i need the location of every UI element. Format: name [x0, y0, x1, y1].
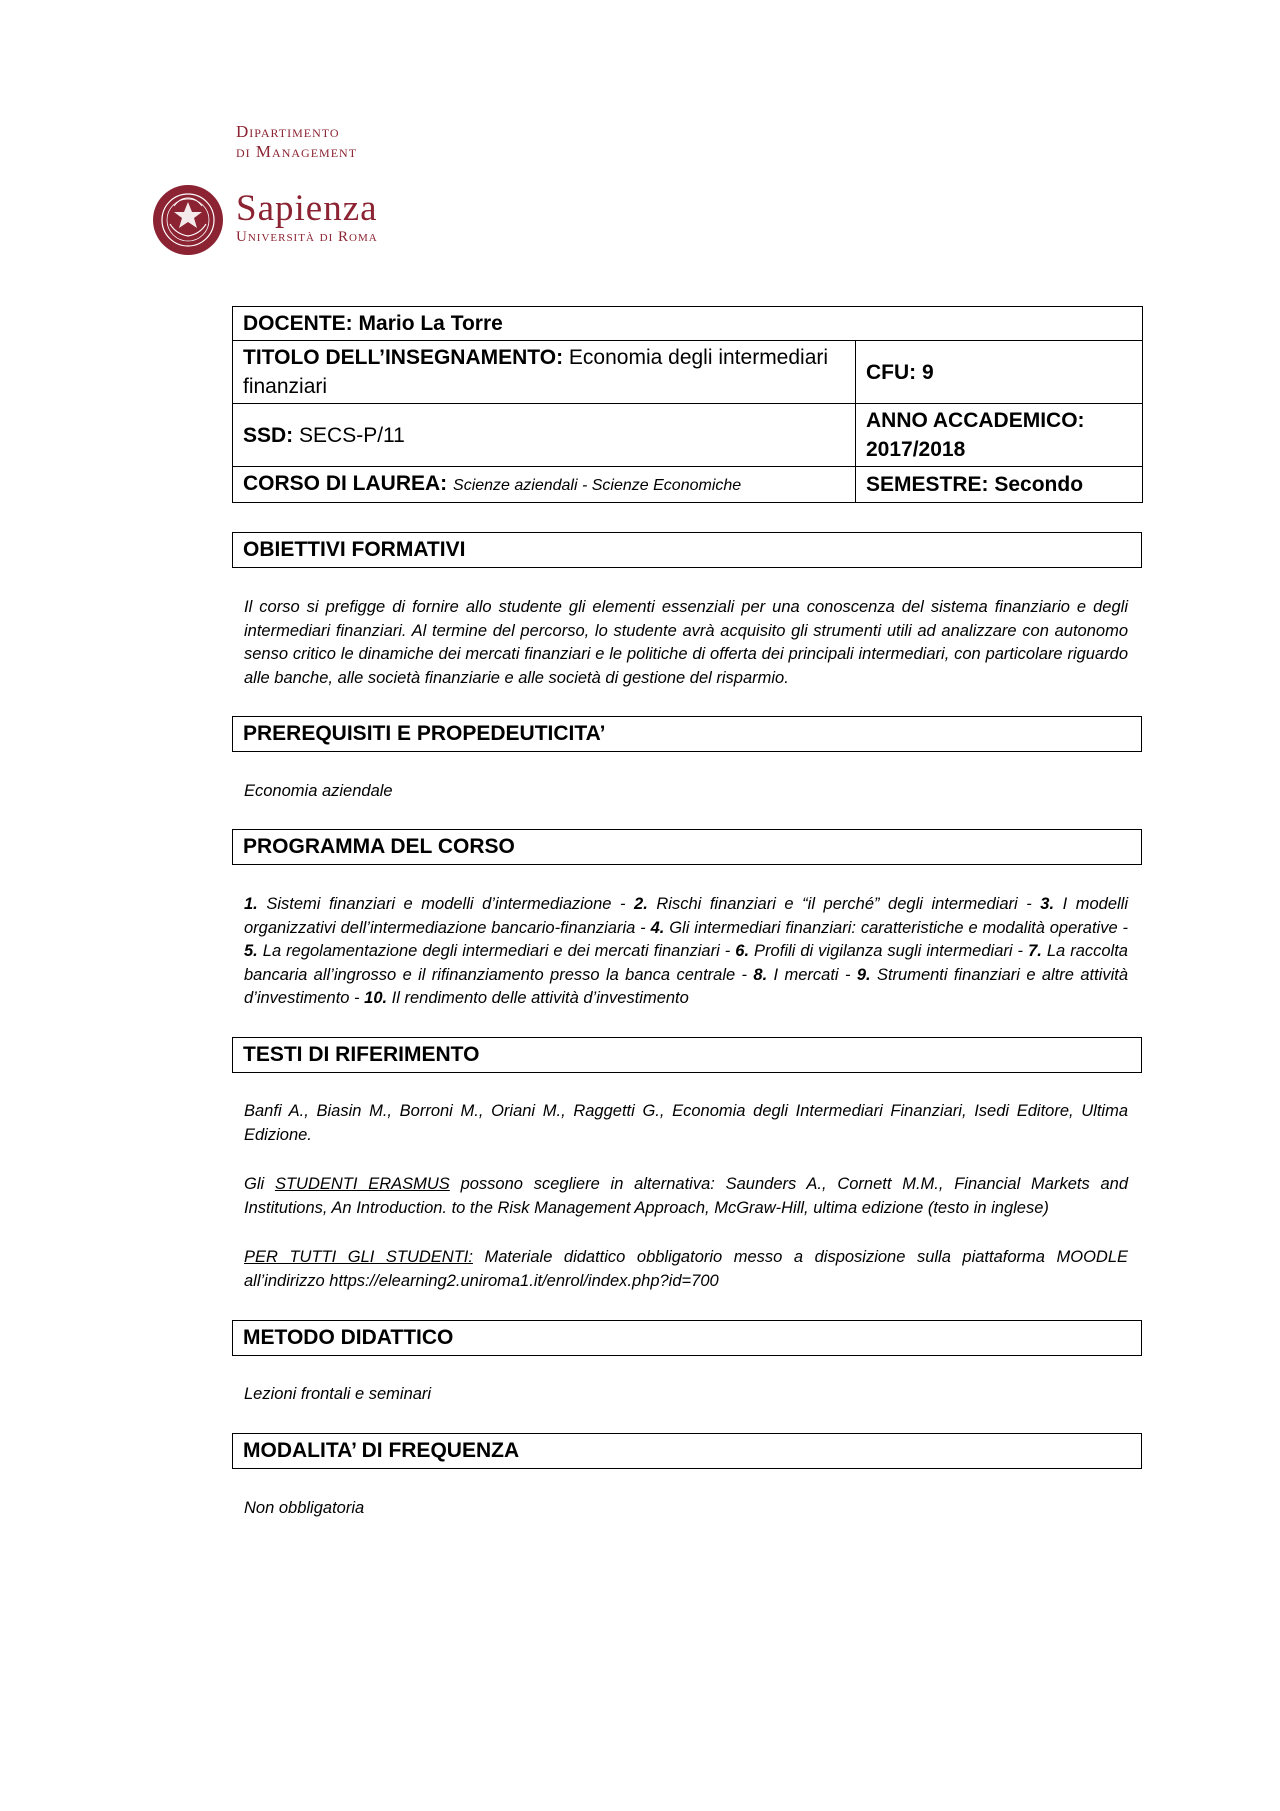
department-line-2: di Management [236, 142, 358, 161]
prerequisiti-text: Economia aziendale [244, 782, 393, 800]
cfu-value: 9 [922, 360, 934, 384]
department-line-1: Dipartimento [236, 122, 340, 141]
section-title-testi: TESTI DI RIFERIMENTO [232, 1037, 1142, 1073]
programma-item-number: 10. [364, 989, 388, 1007]
ssd-value: SECS-P/11 [299, 423, 405, 447]
programma-item-text: Gli intermediari finanziari: caratteristiche e modalità operative - [664, 918, 1129, 937]
programma-item-text: I mercati - [767, 965, 857, 984]
docente-row [233, 307, 1143, 341]
programma-item-text: Strumenti finanziari e altre attività d’investimento - [244, 965, 1129, 1007]
programma-item-text: I modelli organizzativi dell’intermediazione bancario-finanziaria - [244, 895, 1128, 937]
programma-item-number: 6. [735, 942, 750, 960]
programma-item-text: La raccolta bancaria all’ingrosso e il rifinanziamento presso la banca centrale - [244, 942, 1128, 984]
frequenza-text: Non obbligatoria [244, 1499, 365, 1517]
testi-paragraph-2 [244, 1173, 1128, 1220]
department-name [236, 122, 357, 162]
programma-item-number: 8. [753, 965, 768, 984]
section-title-obiettivi: OBIETTIVI FORMATIVI [232, 532, 1142, 568]
corso-cell [233, 467, 856, 503]
university-name-block [236, 190, 378, 246]
programma-item-number: 5. [244, 942, 258, 960]
corso-row [233, 467, 1143, 503]
sapienza-seal-logo [152, 184, 224, 256]
testi-paragraph-1: Banfi A., Biasin M., Borroni M., Oriani M., Raggetti G., Economia degli Intermediari Finanziari, Isedi Editore, Ultima Edizione. [244, 1102, 1128, 1144]
university-name: Sapienza [236, 188, 378, 229]
ssd-row [233, 404, 1143, 467]
programma-item-text: Il rendimento delle attività d’investimento [387, 989, 689, 1007]
semestre-cell [856, 467, 1143, 503]
programma-text [244, 893, 1128, 1011]
anno-label: ANNO ACCADEMICO: [866, 409, 1085, 432]
tutti-studenti-link[interactable]: PER TUTTI GLI STUDENTI: [244, 1248, 473, 1266]
titolo-row [233, 341, 1143, 404]
cfu-label: CFU: [866, 360, 917, 384]
semestre-label: SEMESTRE: [866, 473, 989, 496]
ssd-cell [233, 404, 856, 467]
programma-item-number: 7. [1028, 942, 1042, 960]
section-title-metodo: METODO DIDATTICO [232, 1320, 1142, 1356]
section-title-programma: PROGRAMMA DEL CORSO [232, 829, 1142, 865]
anno-value: 2017/2018 [866, 438, 966, 461]
titolo-label: TITOLO DELL’INSEGNAMENTO: [243, 346, 564, 369]
programma-item-text: Sistemi finanziari e modelli d’intermediazione - [257, 895, 635, 913]
section-title-frequenza: MODALITA’ DI FREQUENZA [232, 1433, 1142, 1469]
programma-item-number: 9. [856, 965, 871, 984]
titolo-value: Economia degli intermediari finanziari [243, 346, 829, 398]
metodo-text: Lezioni frontali e seminari [244, 1385, 432, 1403]
testi-p3-post: Materiale didattico obbligatorio messo a disposizione sulla piattaforma MOODLE all’indirizzo https://elearning2.uniroma1.it/enrol/index.php?id=700 [244, 1248, 1128, 1290]
programma-item-number: 1. [244, 895, 258, 913]
course-info-table [232, 306, 1143, 503]
university-subtitle: Università di Roma [236, 229, 378, 245]
programma-item-number: 3. [1040, 895, 1055, 913]
anno-cell [856, 404, 1143, 467]
obiettivi-text: Il corso si prefigge di fornire allo studente gli elementi essenziali per una conoscenza del sistema finanziario e degli intermediari finanziari. Al termine del percorso, lo studente avrà acquisito gli strumenti utili ad analizzare con autonomo senso critico le dinamiche dei mercati finanziari e le politiche di offerta dei principali intermediari, con particolare riguardo alle banche, alle società finanziarie e alle società di gestione del risparmio. [244, 598, 1128, 687]
docente-cell [233, 307, 1143, 341]
programma-item-number: 2. [634, 895, 648, 913]
semestre-value: Secondo [994, 473, 1084, 496]
programma-item-text: La regolamentazione degli intermediari e dei mercati finanziari - [257, 942, 736, 960]
cfu-cell [856, 341, 1143, 404]
titolo-cell [233, 341, 856, 404]
programma-item-text: Profili di vigilanza sugli intermediari - [749, 942, 1029, 960]
testi-paragraph-3 [244, 1246, 1128, 1293]
programma-item-text: Rischi finanziari e “il perché” degli intermediari - [647, 895, 1041, 913]
programma-item-number: 4. [650, 918, 665, 937]
corso-label: CORSO DI LAUREA: [243, 472, 448, 495]
docente-label: DOCENTE: [243, 312, 353, 335]
testi-p2-post: possono scegliere in alternativa: Saunders A., Cornett M.M., Financial Markets and Institutions, An Introduction. to the Risk Management Approach, McGraw-Hill, ultima edizione (testo in inglese) [244, 1175, 1128, 1217]
ssd-label: SSD: [243, 423, 294, 447]
testi-p2-pre: Gli [244, 1175, 275, 1193]
studenti-erasmus-link[interactable]: STUDENTI ERASMUS [274, 1175, 450, 1193]
section-title-prerequisiti: PREREQUISITI E PROPEDEUTICITA’ [232, 716, 1142, 752]
docente-value: Mario La Torre [358, 312, 503, 335]
corso-value: Scienze aziendali - Scienze Economiche [453, 477, 742, 494]
